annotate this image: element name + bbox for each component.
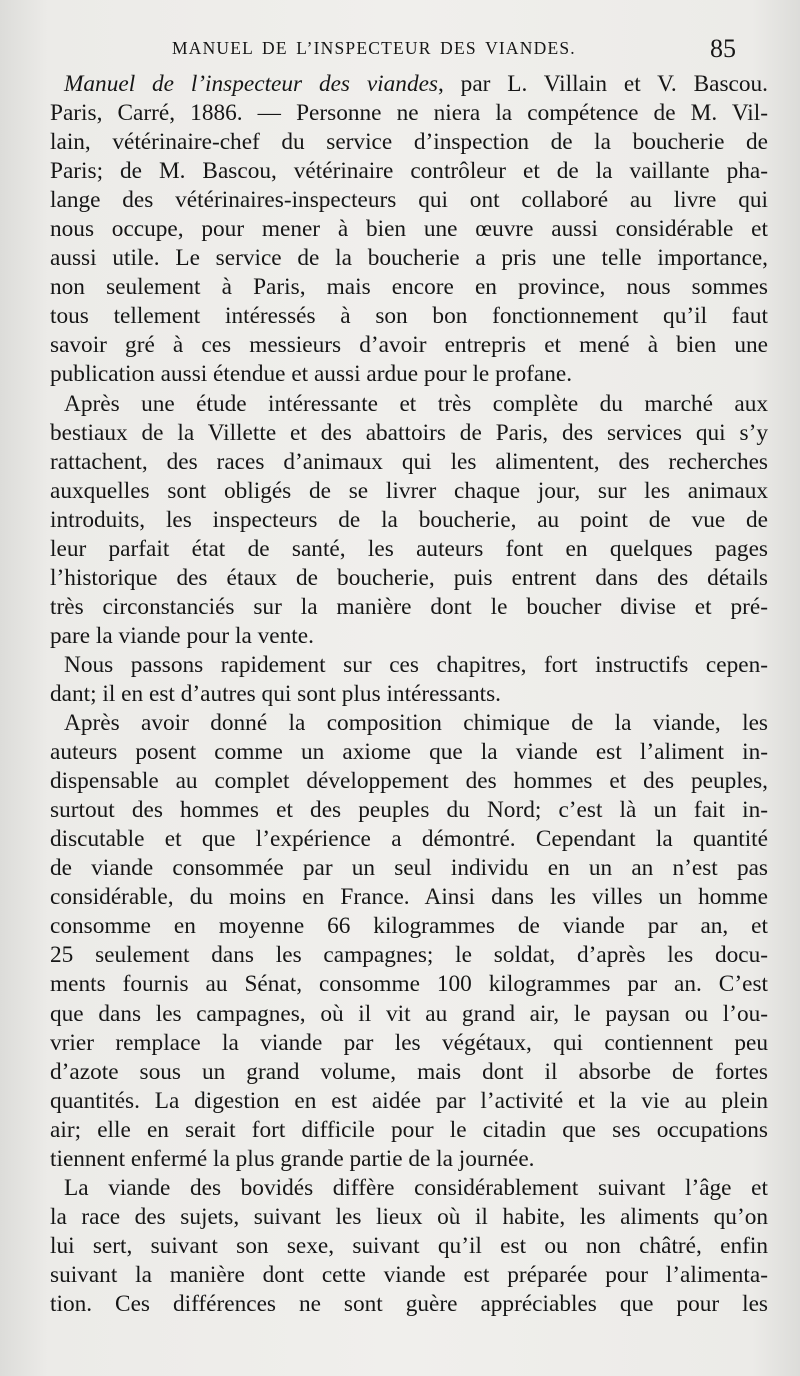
text-line: Après une étude intéressante et très complète du marché aux — [64, 390, 768, 417]
text-line: Paris; de M. Bascou, vétérinaire contrôleur et de la vaillante pha- — [50, 158, 768, 185]
text-line: lange des vétérinaires-inspecteurs qui ont collaboré au livre qui — [50, 187, 768, 214]
text-line: Paris, Carré, 1886. — Personne ne niera la compétence de M. Vil- — [50, 100, 768, 127]
text-line: discutable et que l’expérience a démontré. Cependant la quantité — [50, 826, 768, 853]
text-line: lain, vétérinaire-chef du service d’inspection de la boucherie de — [50, 129, 768, 156]
text-line: La viande des bovidés diffère considérablement suivant l’âge et — [64, 1174, 768, 1201]
text-line: leur parfait état de santé, les auteurs font en quelques pages — [50, 535, 768, 562]
text-line: dispensable au complet développement des hommes et des peuples, — [50, 768, 768, 795]
text-line: très circonstanciés sur la manière dont le boucher divise et pré- — [50, 593, 768, 620]
text-line: auteurs posent comme un axiome que la viande est l’aliment in- — [50, 739, 768, 766]
text-line: Manuel de l’inspecteur des viandes, par L. Villain et V. Bascou. — [64, 71, 768, 97]
text-line: air; elle en serait fort difficile pour le citadin que ses occupations — [50, 1116, 768, 1143]
page-number: 85 — [710, 34, 736, 63]
text-line: publication aussi étendue et aussi ardue pour le profane. — [50, 361, 573, 388]
text-line: suivant la manière dont cette viande est préparée pour l’alimenta- — [50, 1261, 768, 1288]
text-line: surtout des hommes et des peuples du Nord; c’est là un fait in- — [50, 797, 768, 824]
text-line: consomme en moyenne 66 kilogrammes de viande par an, et — [50, 913, 768, 940]
text-line: auxquelles sont obligés de se livrer chaque jour, sur les animaux — [50, 477, 768, 504]
text-line: que dans les campagnes, où il vit au grand air, le paysan ou l’ou- — [50, 1000, 768, 1027]
text-line: savoir gré à ces messieurs d’avoir entrepris et mené à bien une — [50, 332, 768, 359]
text-line: d’azote sous un grand volume, mais dont il absorbe de fortes — [50, 1058, 768, 1085]
citation-title: Manuel de l’inspecteur des viandes — [64, 71, 439, 97]
text-line: Après avoir donné la composition chimique de la viande, les — [64, 710, 768, 737]
text-line: bestiaux de la Villette et des abattoirs de Paris, des services qui s’y — [50, 419, 768, 446]
text-line: ments fournis au Sénat, consomme 100 kilogrammes par an. C’est — [50, 971, 768, 998]
page-header — [46, 34, 738, 68]
text-line: la race des sujets, suivant les lieux où il habite, les aliments qu’on — [50, 1203, 768, 1230]
text-line: nous occupe, pour mener à bien une œuvre aussi considérable et — [50, 216, 768, 243]
body-text — [50, 70, 768, 1319]
text-line: 25 seulement dans les campagnes; le soldat, d’après les docu- — [50, 942, 768, 969]
running-title: MANUEL DE L’INSPECTEUR DES VIANDES. — [172, 38, 576, 58]
text-line: considérable, du moins en France. Ainsi dans les villes un homme — [50, 884, 768, 911]
text-line: introduits, les inspecteurs de la boucherie, au point de vue de — [50, 506, 768, 533]
text-line: dant; il en est d’autres qui sont plus intéressants. — [50, 680, 501, 707]
text-line: vrier remplace la viande par les végétaux, qui contiennent peu — [50, 1029, 768, 1056]
text-line: tous tellement intéressés à son bon fonctionnement qu’il faut — [50, 303, 768, 330]
text-line: tiennent enfermé la plus grande partie de la journée. — [50, 1145, 535, 1172]
text-line: rattachent, des races d’animaux qui les alimentent, des recherches — [50, 448, 768, 475]
text-line: quantités. La digestion en est aidée par l’activité et la vie au plein — [50, 1087, 768, 1114]
text-line: Nous passons rapidement sur ces chapitres, fort instructifs cepen- — [64, 651, 768, 678]
text-line: l’historique des étaux de boucherie, puis entrent dans des détails — [50, 564, 768, 591]
text-line: de viande consommée par un seul individu en un an n’est pas — [50, 855, 768, 882]
text-line: tion. Ces différences ne sont guère appréciables que pour les — [50, 1290, 768, 1317]
text-line: pare la viande pour la vente. — [50, 622, 314, 649]
text-line: non seulement à Paris, mais encore en province, nous sommes — [50, 274, 768, 301]
text-line: aussi utile. Le service de la boucherie a pris une telle importance, — [50, 245, 768, 272]
text-line: lui sert, suivant son sexe, suivant qu’il est ou non châtré, enfin — [50, 1232, 768, 1259]
